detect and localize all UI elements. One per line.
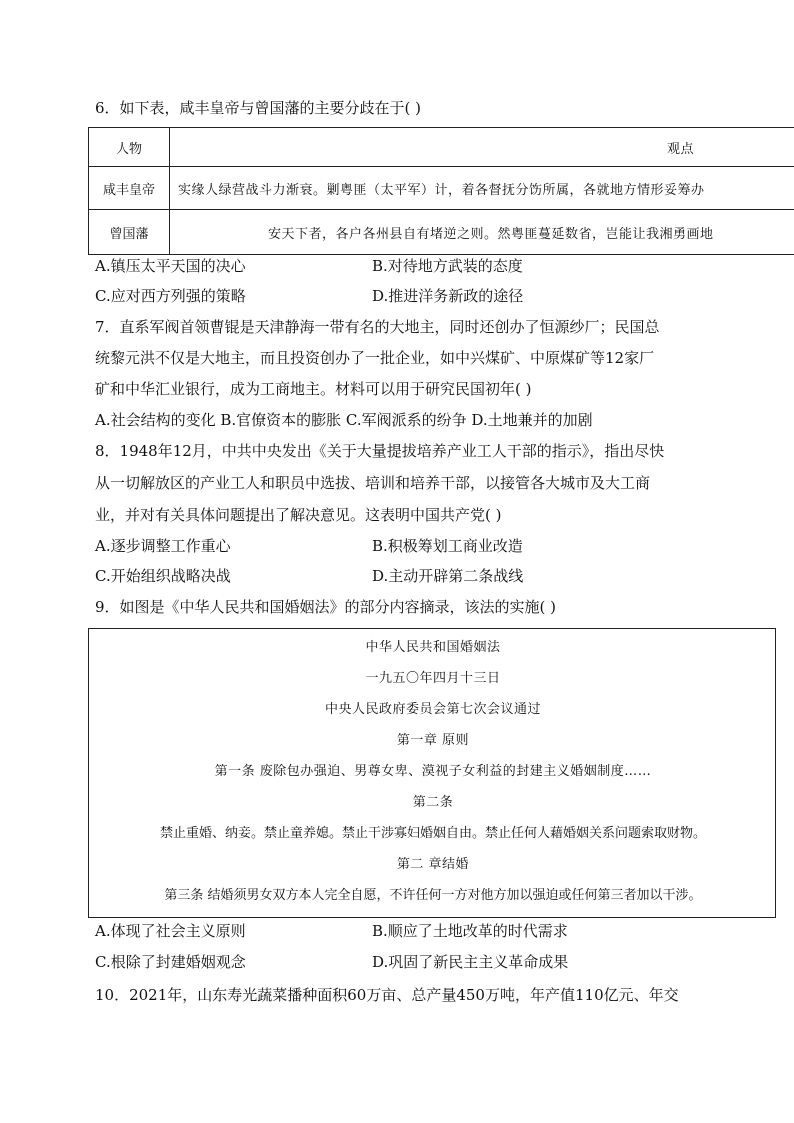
law-article-3: 第三条 结婚须男女双方本人完全自愿，不许任何一方对他方加以强迫或任何第三者加以干涉。	[164, 888, 702, 903]
q6-header-view: 观点	[667, 141, 695, 157]
q6-stem: 6．如下表，咸丰皇帝与曾国藩的主要分歧在于( )	[95, 99, 422, 117]
law-date: 一九五〇年四月十三日	[365, 671, 501, 686]
q9-option-c: C.根除了封建婚姻观念	[95, 953, 246, 971]
q6-header-person: 人物	[89, 128, 170, 166]
law-chapter-2: 第二 章结婚	[396, 857, 470, 872]
q6-row2-person: 曾国藩	[89, 210, 170, 254]
q9-option-b: B.顺应了土地改革的时代需求	[372, 922, 568, 940]
q6-option-d: D.推进洋务新政的途径	[372, 287, 524, 305]
q9-option-a: A.体现了社会主义原则	[95, 922, 246, 940]
q8-option-a: A.逐步调整工作重心	[95, 537, 231, 555]
law-article-1: 第一条 废除包办强迫、男尊女卑、漠视子女利益的封建主义婚姻制度……	[214, 764, 652, 779]
q8-line-3: 业，并对有关具体问题提出了解决意见。这表明中国共产党( )	[95, 506, 502, 524]
q6-option-b: B.对待地方武装的态度	[372, 257, 523, 275]
q6-table-header-row	[89, 128, 794, 167]
q6-row2-view: 安天下者，各户各州县自有堵逆之则。然粤匪蔓延数省，岂能让我湘勇画地	[268, 226, 714, 242]
q8-line-2: 从一切解放区的产业工人和职员中选拔、培训和培养干部，以接管各大城市及大工商	[95, 474, 651, 492]
q7-line-3: 矿和中华汇业银行，成为工商地主。材料可以用于研究民国初年( )	[95, 380, 532, 398]
q6-option-a: A.镇压太平天国的决心	[95, 257, 246, 275]
q9-option-d: D.巩固了新民主主义革命成果	[372, 953, 569, 971]
law-title: 中华人民共和国婚姻法	[365, 640, 501, 655]
q6-row1-view: 实缘人绿营战斗力渐衰。剿粤匪（太平军）计，着各督抚分饬所属，各就地方情形妥筹办	[178, 182, 705, 198]
q6-row1-person: 咸丰皇帝	[89, 167, 170, 209]
q8-line-1: 8．1948年12月，中共中央发出《关于大量提拔培养产业工人干部的指示》，指出尽快	[95, 442, 665, 460]
law-chapter-1: 第一章 原则	[396, 733, 470, 748]
q10-line-1: 10．2021年，山东寿光蔬菜播种面积60万亩、总产量450万吨，年产值110亿元、年交	[95, 986, 679, 1004]
q8-option-b: B.积极筹划工商业改造	[372, 537, 523, 555]
q8-option-c: C.开始组织战略决战	[95, 567, 231, 585]
q6-table-row	[89, 167, 794, 210]
q8-option-d: D.主动开辟第二条战线	[372, 567, 524, 585]
q6-table-row	[89, 210, 794, 254]
q6-table	[88, 127, 794, 255]
law-article-2: 禁止重婚、纳妾。禁止童养媳。禁止干涉寡妇婚姻自由。禁止任何人藉婚姻关系问题索取财物。	[159, 826, 706, 841]
law-article-2-title: 第二条	[412, 795, 454, 810]
q7-line-2: 统黎元洪不仅是大地主，而且投资创办了一批企业，如中兴煤矿、中原煤矿等12家厂	[95, 349, 655, 367]
q6-option-c: C.应对西方列强的策略	[95, 287, 246, 305]
marriage-law-excerpt	[88, 628, 776, 918]
q7-options: A.社会结构的变化 B.官僚资本的膨胀 C.军阀派系的纷争 D.土地兼并的加剧	[95, 411, 593, 429]
q9-stem: 9．如图是《中华人民共和国婚姻法》的部分内容摘录，该法的实施( )	[95, 598, 557, 616]
law-passed: 中央人民政府委员会第七次会议通过	[324, 702, 541, 717]
q7-line-1: 7．直系军阀首领曹锟是天津静海一带有名的大地主，同时还创办了恒源纱厂；民国总	[95, 318, 660, 336]
